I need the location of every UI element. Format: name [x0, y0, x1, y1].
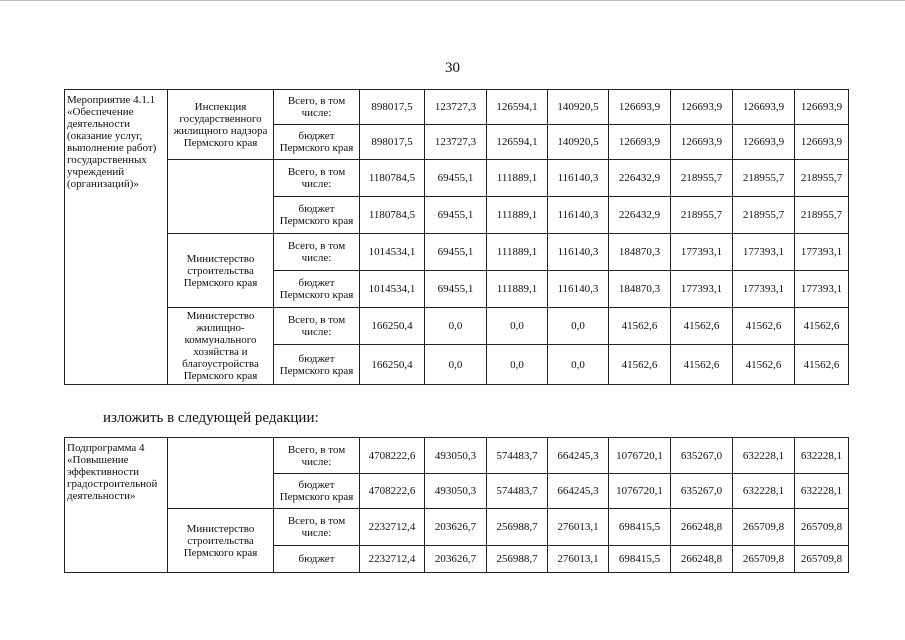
funding-source-cell: бюджет Пермского края: [274, 125, 360, 160]
value-cell: 177393,1: [671, 234, 733, 271]
value-cell: 69455,1: [425, 197, 487, 234]
value-cell: 635267,0: [671, 474, 733, 509]
value-cell: 41562,6: [733, 308, 795, 345]
value-cell: 184870,3: [609, 234, 671, 271]
value-cell: 166250,4: [360, 308, 425, 345]
value-cell: 0,0: [425, 345, 487, 385]
value-cell: 266248,8: [671, 546, 733, 573]
executor-cell: Министерство строительства Пермского края: [168, 509, 274, 573]
funding-source-cell: бюджет: [274, 546, 360, 573]
funding-source-cell: бюджет Пермского края: [274, 345, 360, 385]
value-cell: 126693,9: [609, 90, 671, 125]
value-cell: 177393,1: [795, 234, 849, 271]
value-cell: 1180784,5: [360, 160, 425, 197]
value-cell: 574483,7: [487, 474, 548, 509]
table-row: [65, 160, 849, 197]
value-cell: 111889,1: [487, 271, 548, 308]
value-cell: 116140,3: [548, 271, 609, 308]
budget-table-old: [64, 89, 849, 385]
value-cell: 574483,7: [487, 438, 548, 474]
value-cell: 126693,9: [795, 90, 849, 125]
value-cell: 226432,9: [609, 160, 671, 197]
value-cell: 41562,6: [609, 308, 671, 345]
value-cell: 123727,3: [425, 125, 487, 160]
value-cell: 226432,9: [609, 197, 671, 234]
funding-source-cell: бюджет Пермского края: [274, 197, 360, 234]
funding-source-cell: Всего, в том числе:: [274, 438, 360, 474]
value-cell: 493050,3: [425, 474, 487, 509]
value-cell: 256988,7: [487, 509, 548, 546]
amendment-note: изложить в следующей редакции:: [103, 410, 319, 426]
value-cell: 126693,9: [671, 90, 733, 125]
value-cell: 218955,7: [671, 197, 733, 234]
value-cell: 140920,5: [548, 125, 609, 160]
funding-source-cell: Всего, в том числе:: [274, 509, 360, 546]
funding-source-cell: бюджет Пермского края: [274, 474, 360, 509]
value-cell: 126693,9: [671, 125, 733, 160]
value-cell: 116140,3: [548, 197, 609, 234]
budget-table-old-body: [65, 90, 849, 385]
value-cell: 493050,3: [425, 438, 487, 474]
page-top-border: [0, 0, 905, 1]
value-cell: 0,0: [487, 345, 548, 385]
value-cell: 177393,1: [795, 271, 849, 308]
value-cell: 177393,1: [733, 234, 795, 271]
value-cell: 2232712,4: [360, 509, 425, 546]
value-cell: 664245,3: [548, 474, 609, 509]
value-cell: 126693,9: [733, 90, 795, 125]
value-cell: 126693,9: [609, 125, 671, 160]
value-cell: 698415,5: [609, 509, 671, 546]
value-cell: 218955,7: [733, 160, 795, 197]
value-cell: 632228,1: [795, 438, 849, 474]
page-number: 30: [445, 60, 460, 76]
value-cell: 166250,4: [360, 345, 425, 385]
value-cell: 265709,8: [733, 509, 795, 546]
value-cell: 1014534,1: [360, 271, 425, 308]
table-row: [65, 90, 849, 125]
value-cell: 635267,0: [671, 438, 733, 474]
table-row: [65, 308, 849, 345]
table-row: [65, 438, 849, 474]
value-cell: 126693,9: [733, 125, 795, 160]
value-cell: 898017,5: [360, 125, 425, 160]
value-cell: 41562,6: [795, 308, 849, 345]
value-cell: 177393,1: [671, 271, 733, 308]
value-cell: 0,0: [487, 308, 548, 345]
value-cell: 140920,5: [548, 90, 609, 125]
value-cell: 1076720,1: [609, 474, 671, 509]
value-cell: 218955,7: [795, 160, 849, 197]
value-cell: 4708222,6: [360, 474, 425, 509]
value-cell: 256988,7: [487, 546, 548, 573]
table-row: [65, 234, 849, 271]
value-cell: 898017,5: [360, 90, 425, 125]
value-cell: 41562,6: [671, 345, 733, 385]
value-cell: 126594,1: [487, 90, 548, 125]
value-cell: 266248,8: [671, 509, 733, 546]
executor-cell: [168, 438, 274, 509]
value-cell: 276013,1: [548, 546, 609, 573]
value-cell: 41562,6: [671, 308, 733, 345]
value-cell: 0,0: [548, 345, 609, 385]
funding-source-cell: Всего, в том числе:: [274, 160, 360, 197]
executor-cell: Министерство жилищно-коммунального хозяйства и благоустройства Пермского края: [168, 308, 274, 385]
value-cell: 203626,7: [425, 546, 487, 573]
value-cell: 126594,1: [487, 125, 548, 160]
value-cell: 111889,1: [487, 160, 548, 197]
budget-table-new-body: [65, 438, 849, 573]
executor-cell: Министерство строительства Пермского края: [168, 234, 274, 308]
value-cell: 111889,1: [487, 197, 548, 234]
value-cell: 265709,8: [795, 509, 849, 546]
value-cell: 698415,5: [609, 546, 671, 573]
value-cell: 184870,3: [609, 271, 671, 308]
funding-source-cell: бюджет Пермского края: [274, 271, 360, 308]
value-cell: 177393,1: [733, 271, 795, 308]
value-cell: 1014534,1: [360, 234, 425, 271]
value-cell: 41562,6: [795, 345, 849, 385]
value-cell: 265709,8: [733, 546, 795, 573]
value-cell: 69455,1: [425, 271, 487, 308]
value-cell: 116140,3: [548, 234, 609, 271]
value-cell: 123727,3: [425, 90, 487, 125]
value-cell: 116140,3: [548, 160, 609, 197]
value-cell: 632228,1: [795, 474, 849, 509]
value-cell: 1076720,1: [609, 438, 671, 474]
executor-cell: Инспекция государственного жилищного надзора Пермского края: [168, 90, 274, 160]
funding-source-cell: Всего, в том числе:: [274, 234, 360, 271]
value-cell: 41562,6: [609, 345, 671, 385]
value-cell: 664245,3: [548, 438, 609, 474]
budget-table-new: [64, 437, 849, 573]
executor-cell: [168, 160, 274, 234]
value-cell: 1180784,5: [360, 197, 425, 234]
value-cell: 632228,1: [733, 438, 795, 474]
value-cell: 203626,7: [425, 509, 487, 546]
value-cell: 69455,1: [425, 234, 487, 271]
value-cell: 69455,1: [425, 160, 487, 197]
value-cell: 0,0: [548, 308, 609, 345]
funding-source-cell: Всего, в том числе:: [274, 308, 360, 345]
measure-name-cell: Подпрограмма 4 «Повышение эффективности градостроительной деятельности»: [65, 438, 168, 573]
value-cell: 4708222,6: [360, 438, 425, 474]
value-cell: 265709,8: [795, 546, 849, 573]
value-cell: 0,0: [425, 308, 487, 345]
value-cell: 218955,7: [795, 197, 849, 234]
value-cell: 111889,1: [487, 234, 548, 271]
value-cell: 41562,6: [733, 345, 795, 385]
value-cell: 218955,7: [671, 160, 733, 197]
value-cell: 276013,1: [548, 509, 609, 546]
value-cell: 218955,7: [733, 197, 795, 234]
value-cell: 2232712,4: [360, 546, 425, 573]
table-row: [65, 509, 849, 546]
value-cell: 126693,9: [795, 125, 849, 160]
funding-source-cell: Всего, в том числе:: [274, 90, 360, 125]
measure-name-cell: Мероприятие 4.1.1 «Обеспечение деятельности (оказание услуг, выполнение работ) государственных учреждений (организаций)»: [65, 90, 168, 385]
value-cell: 632228,1: [733, 474, 795, 509]
